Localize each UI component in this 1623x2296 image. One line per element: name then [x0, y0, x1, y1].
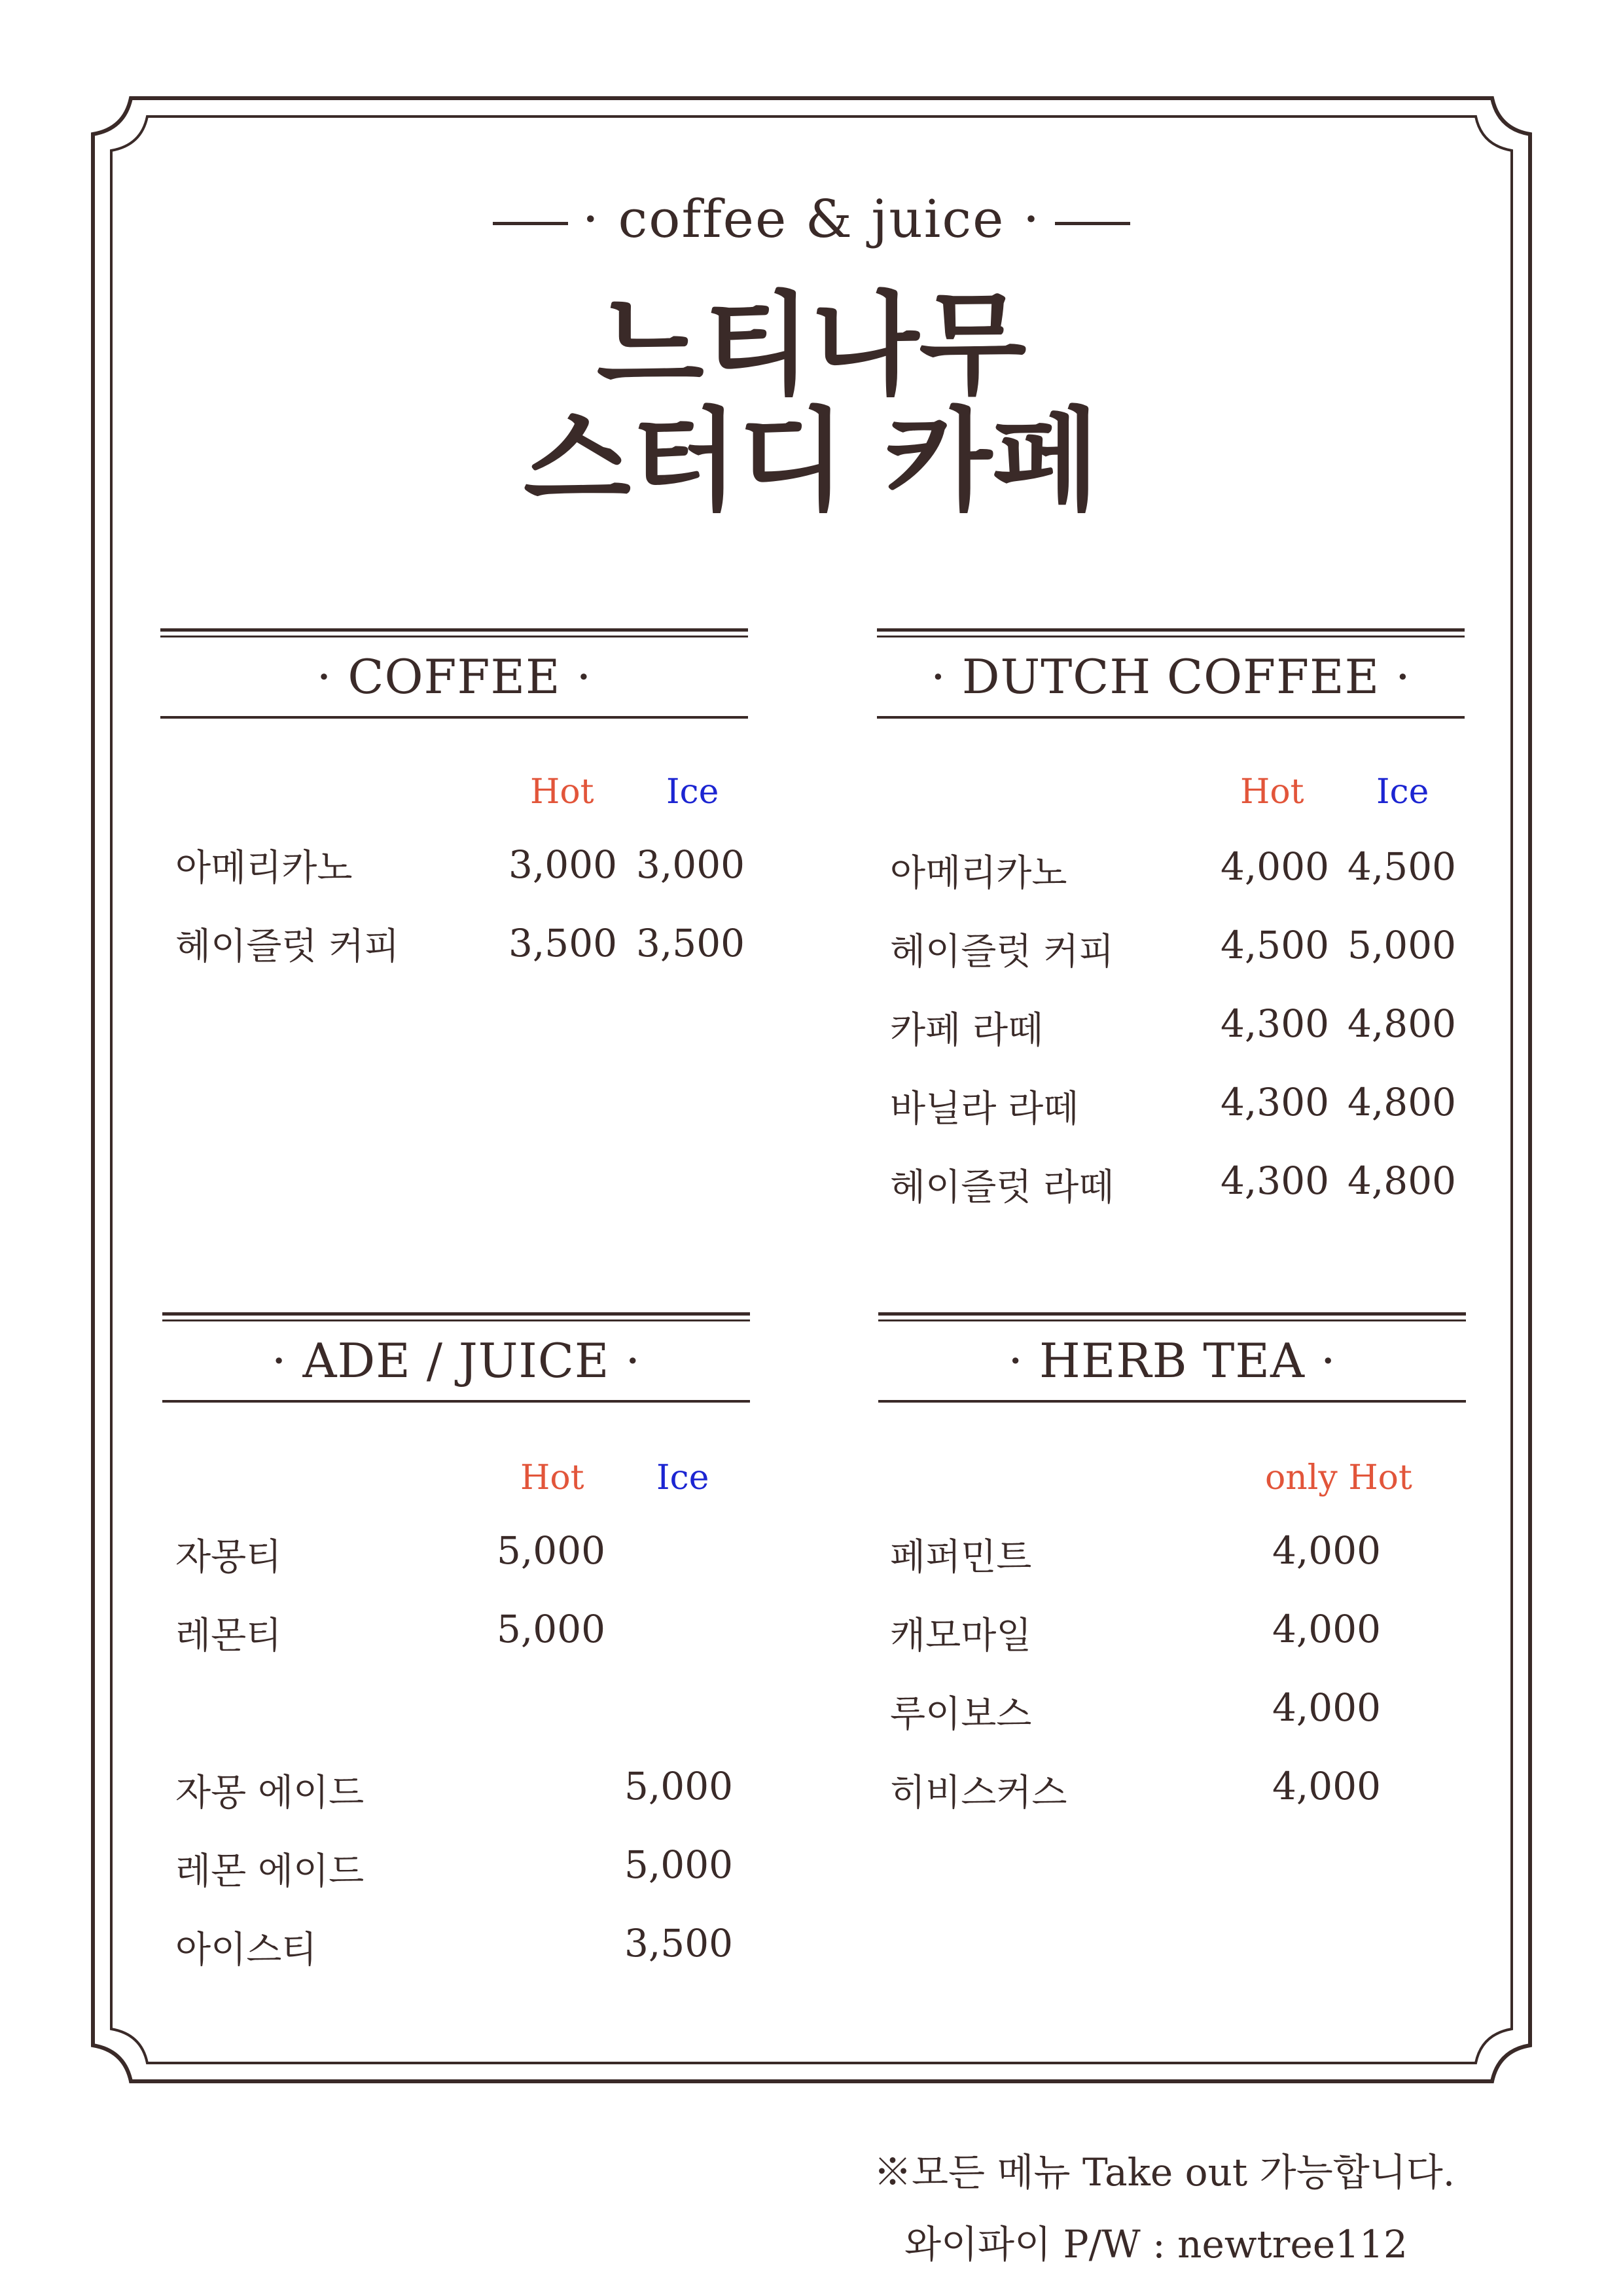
dutch-item-hot-price: 4,300 [1220, 1158, 1330, 1203]
ade-item-name: 레몬티 [175, 1615, 282, 1657]
dutch-item-name: 카페 라떼 [890, 1009, 1044, 1052]
coffee-section-header [160, 628, 748, 719]
herb-item-name: 루이보스 [890, 1693, 1032, 1736]
ade-item-name: 자몽티 [175, 1536, 282, 1579]
dutch-hot-label: Hot [1240, 772, 1304, 812]
ade-section-title: · ADE / JUICE · [271, 1333, 641, 1388]
single-rule [877, 716, 1465, 719]
coffee-item-ice-price: 3,500 [635, 921, 745, 965]
dutch-item-ice-price: 5,000 [1347, 923, 1457, 967]
takeout-note: ※모든 메뉴 Take out 가능합니다. [874, 2150, 1455, 2195]
coffee-item-name: 아메리카노 [175, 847, 353, 889]
dutch-item-hot-price: 4,300 [1220, 1001, 1330, 1046]
tagline-text: · coffee & juice · [582, 188, 1041, 249]
herb-item-price: 4,000 [1272, 1685, 1382, 1730]
double-rule [878, 1312, 1466, 1321]
ade-ice-label: Ice [656, 1458, 709, 1498]
dutch-item-ice-price: 4,500 [1347, 844, 1457, 889]
dutch-item-name: 헤이즐럿 라떼 [890, 1166, 1115, 1209]
coffee-item-ice-price: 3,000 [635, 842, 745, 887]
herb-item-name: 캐모마일 [890, 1615, 1032, 1657]
ade-item-name: 아이스티 [175, 1929, 317, 1971]
herb-item-price: 4,000 [1272, 1607, 1382, 1651]
coffee-hot-label: Hot [530, 772, 594, 812]
herb-item-price: 4,000 [1272, 1764, 1382, 1808]
ade-item-name: 자몽 에이드 [175, 1772, 365, 1814]
herb-item-name: 페퍼민트 [890, 1536, 1032, 1579]
single-rule [878, 1400, 1466, 1403]
ade-item-hot-price: 5,000 [496, 1607, 606, 1651]
herb-section-header [878, 1312, 1466, 1403]
dutch-item-name: 아메리카노 [890, 852, 1067, 895]
dutch-item-ice-price: 4,800 [1347, 1080, 1457, 1124]
double-rule [160, 628, 748, 637]
ade-section-header [162, 1312, 750, 1403]
dutch-section-title: · DUTCH COFFEE · [931, 649, 1411, 704]
tagline-left-dash [493, 222, 568, 225]
dutch-ice-label: Ice [1376, 772, 1429, 812]
herb-item-price: 4,000 [1272, 1528, 1382, 1573]
dutch-item-ice-price: 4,800 [1347, 1001, 1457, 1046]
coffee-item-hot-price: 3,000 [508, 842, 618, 887]
herb-only-hot-label: only Hot [1265, 1458, 1412, 1498]
tagline [0, 188, 1623, 249]
ade-item-ice-price: 3,500 [624, 1921, 734, 1965]
dutch-item-ice-price: 4,800 [1347, 1158, 1457, 1203]
single-rule [160, 716, 748, 719]
dutch-item-hot-price: 4,300 [1220, 1080, 1330, 1124]
dutch-item-hot-price: 4,500 [1220, 923, 1330, 967]
herb-section-title: · HERB TEA · [1008, 1333, 1336, 1388]
ade-item-ice-price: 5,000 [624, 1842, 734, 1887]
ade-item-ice-price: 5,000 [624, 1764, 734, 1808]
tagline-right-dash [1055, 222, 1130, 225]
herb-item-name: 히비스커스 [890, 1772, 1067, 1814]
ade-hot-label: Hot [520, 1458, 584, 1498]
double-rule [162, 1312, 750, 1321]
dutch-item-name: 바닐라 라떼 [890, 1088, 1079, 1130]
ade-item-hot-price: 5,000 [496, 1528, 606, 1573]
dutch-section-header [877, 628, 1465, 719]
dutch-item-name: 헤이즐럿 커피 [890, 931, 1115, 973]
single-rule [162, 1400, 750, 1403]
coffee-item-name: 헤이즐럿 커피 [175, 925, 400, 968]
coffee-ice-label: Ice [666, 772, 719, 812]
cafe-title-line2: 스터디 카페 [523, 397, 1100, 526]
ade-item-name: 레몬 에이드 [175, 1850, 365, 1893]
dutch-item-hot-price: 4,000 [1220, 844, 1330, 889]
coffee-item-hot-price: 3,500 [508, 921, 618, 965]
wifi-password-note: 와이파이 P/W : newtree112 [904, 2222, 1408, 2267]
double-rule [877, 628, 1465, 637]
cafe-title-line1: 느티나무 [596, 281, 1027, 410]
coffee-section-title: · COFFEE · [316, 649, 592, 704]
